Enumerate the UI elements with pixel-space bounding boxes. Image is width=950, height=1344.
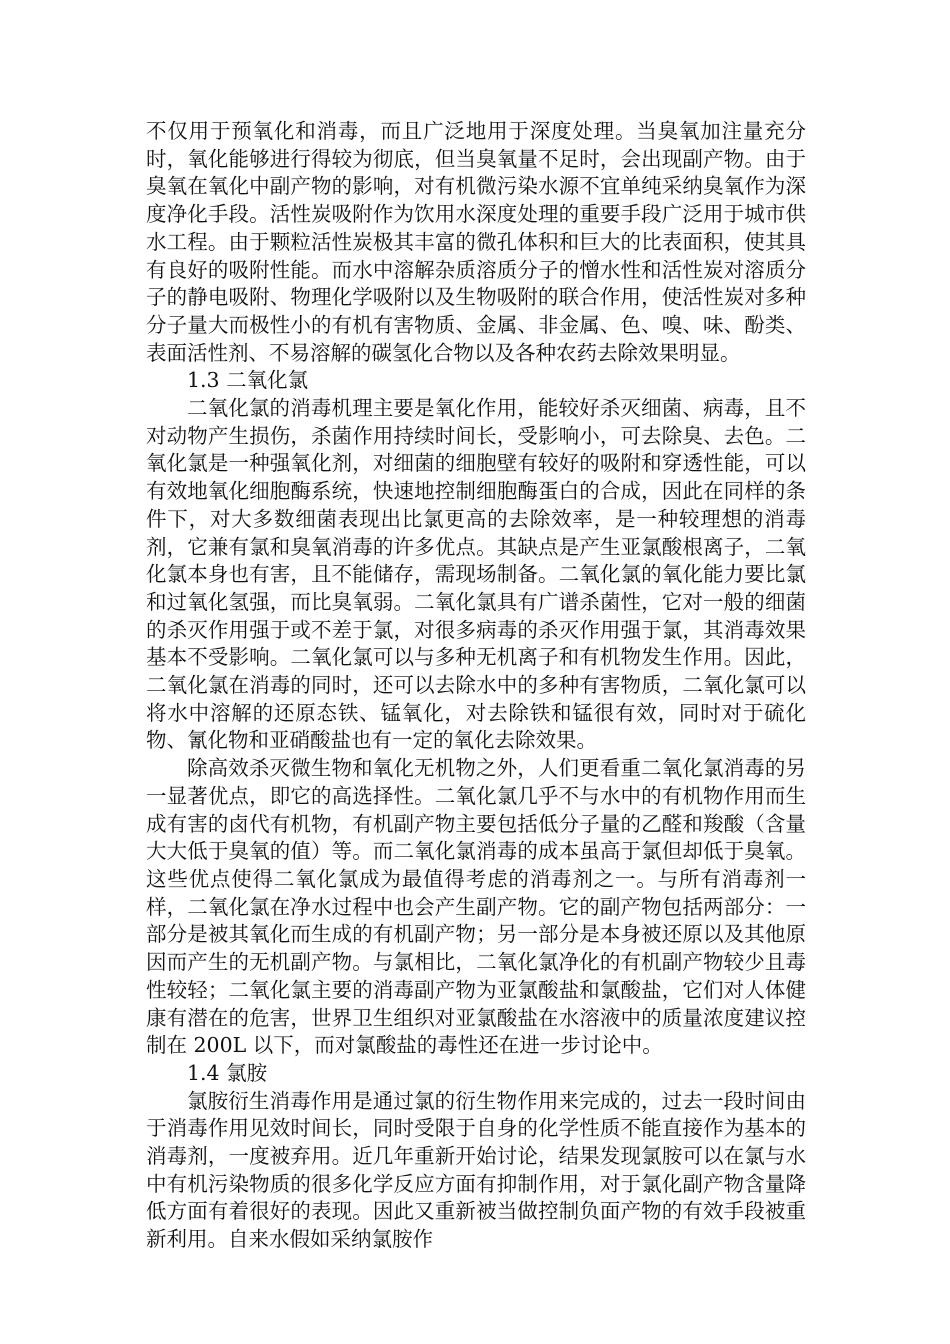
section-heading-chloramine: 1.4 氯胺 — [187, 1060, 268, 1085]
document-body — [146, 118, 806, 1254]
paragraph-chlorine-dioxide-mechanism: 二氧化氯的消毒机理主要是氧化作用，能较好杀灭细菌、病毒，且不对动物产生损伤，杀菌作用持续时间长，受影响小，可去除臭、去色。二氧化氯是一种强氧化剂，对细菌的细胞壁有较好的吸附和穿透性能，可以有效地氧化细胞酶系统，快速地控制细胞酶蛋白的合成，因此在同样的条件下，对大多数细菌表现出比氯更高的去除效率，是一种较理想的消毒剂，它兼有氯和臭氧消毒的许多优点。其缺点是产生亚氯酸根离子，二氧化氯本身也有害，且不能储存，需现场制备。二氧化氯的氧化能力要比氯和过氧化氢强，而比臭氧弱。二氧化氯具有广谱杀菌性，它对一般的细菌的杀灭作用强于或不差于氯，对很多病毒的杀灭作用强于氯，其消毒效果基本不受影响。二氧化氯可以与多种无机离子和有机物发生作用。因此，二氧化氯在消毒的同时，还可以去除水中的多种有害物质，二氧化氯可以将水中溶解的还原态铁、锰氧化，对去除铁和锰很有效，同时对于硫化物、氰化物和亚硝酸盐也有一定的氧化去除效果。 — [146, 396, 806, 753]
paragraph-ozone-activated-carbon: 不仅用于预氧化和消毒，而且广泛地用于深度处理。当臭氧加注量充分时，氧化能够进行得较为彻底，但当臭氧量不足时，会出现副产物。由于臭氧在氧化中副产物的影响，对有机微污染水源不宜单纯采纳臭氧作为深度净化手段。活性炭吸附作为饮用水深度处理的重要手段广泛用于城市供水工程。由于颗粒活性炭极其丰富的微孔体积和巨大的比表面积，使其具有良好的吸附性能。而水中溶解杂质溶质分子的憎水性和活性炭对溶质分子的静电吸附、物理化学吸附以及生物吸附的联合作用，使活性炭对多种分子量大而极性小的有机有害物质、金属、非金属、色、嗅、味、酚类、表面活性剂、不易溶解的碳氢化合物以及各种农药去除效果明显。 — [146, 119, 806, 365]
section-heading-chlorine-dioxide: 1.3 二氧化氯 — [187, 368, 309, 393]
paragraph-chlorine-dioxide-selectivity: 除高效杀灭微生物和氧化无机物之外，人们更看重二氧化氯消毒的另一显著优点，即它的高选择性。二氧化氯几乎不与水中的有机物作用而生成有害的卤代有机物，有机副产物主要包括低分子量的乙醛和羧酸（含量大大低于臭氧的值）等。而二氧化氯消毒的成本虽高于氯但却低于臭氧。这些优点使得二氧化氯成为最值得考虑的消毒剂之一。与所有消毒剂一样，二氧化氯在净水过程中也会产生副产物。它的副产物包括两部分：一部分是被其氧化而生成的有机副产物；另一部分是本身被还原以及其他原因而产生的无机副产物。与氯相比，二氧化氯净化的有机副产物较少且毒性较轻；二氧化氯主要的消毒副产物为亚氯酸盐和氯酸盐，它们对人体健康有潜在的危害，世界卫生组织对亚氯酸盐在水溶液中的质量浓度建议控制在 200L 以下，而对氯酸盐的毒性还在进一步讨论中。 — [146, 756, 806, 1058]
paragraph-chloramine: 氯胺衍生消毒作用是通过氯的衍生物作用来完成的，过去一段时间由于消毒作用见效时间长，同时受限于自身的化学性质不能直接作为基本的消毒剂，一度被弃用。近几年重新开始讨论，结果发现氯胺可以在氯与水中有机污染物质的很多化学反应方面有抑制作用，对于氯化副产物含量降低方面有着很好的表现。因此又重新被当做控制负面产物的有效手段被重新利用。自来水假如采纳氯胺作 — [146, 1088, 806, 1252]
